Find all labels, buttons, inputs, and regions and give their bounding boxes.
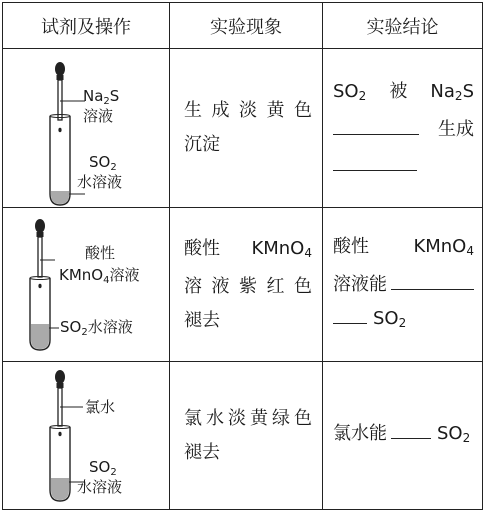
- table-row-3: [3, 362, 483, 510]
- reagent-cell-3: [3, 362, 170, 510]
- header-row: [3, 3, 483, 49]
- reagent-cell-2: [3, 208, 170, 362]
- header-conclusion: 实验结论: [323, 3, 483, 49]
- header-phenomena: 实验现象: [170, 3, 323, 49]
- solution-label-1b: 水溶液: [77, 173, 123, 191]
- conclusion-1: $SO_2$ 被 $Na_2S$ 生成: [323, 75, 482, 181]
- answer-blank[interactable]: [333, 116, 419, 135]
- test-tube-icon: [30, 277, 59, 351]
- conclusion-3: 氯水能 $SO_2$: [323, 417, 482, 455]
- conclusion-cell-1: [323, 49, 483, 208]
- table-row-2: [3, 208, 483, 362]
- dropper-icon: [35, 219, 55, 288]
- solution-label-3b: 水溶液: [77, 478, 123, 496]
- experiment-table: [2, 2, 483, 510]
- reagent-cell-1: [3, 49, 170, 208]
- reagent-label-1b: 溶液: [83, 107, 114, 125]
- observation-3: 氯水淡黄绿色 褪去: [184, 407, 312, 463]
- observation-cell-3: [170, 362, 323, 510]
- conclusion-2: 酸性 KMnO$_4$ 溶液能 $SO_2$: [333, 235, 474, 330]
- test-tube-icon: [50, 115, 85, 206]
- answer-blank[interactable]: [333, 305, 367, 324]
- reagent-label-2: 酸性: [85, 244, 116, 262]
- solution-label-3: $SO_2$: [89, 458, 117, 478]
- reagent-label-1: $Na_2S$: [83, 87, 120, 107]
- conclusion-cell-3: [323, 362, 483, 510]
- reagent-label-3: 氯水: [85, 398, 116, 416]
- table-row-1: [3, 49, 483, 208]
- solution-label-1: $SO_2$: [89, 153, 117, 173]
- answer-blank[interactable]: [333, 152, 417, 171]
- answer-blank[interactable]: [391, 420, 431, 439]
- observation-cell-2: [170, 208, 323, 362]
- solution-label-2: $SO_2$水溶液: [60, 318, 133, 338]
- reagent-label-2b: KMnO$_4$溶液: [59, 266, 140, 286]
- observation-2: 酸性 KMnO$_4$ 溶液紫红色 褪去: [184, 237, 312, 331]
- observation-cell-1: [170, 49, 323, 208]
- conclusion-cell-2: [323, 208, 483, 362]
- header-reagents: 试剂及操作: [3, 3, 170, 49]
- answer-blank[interactable]: [391, 271, 474, 290]
- observation-1: 生成淡黄色 沉淀: [184, 100, 312, 155]
